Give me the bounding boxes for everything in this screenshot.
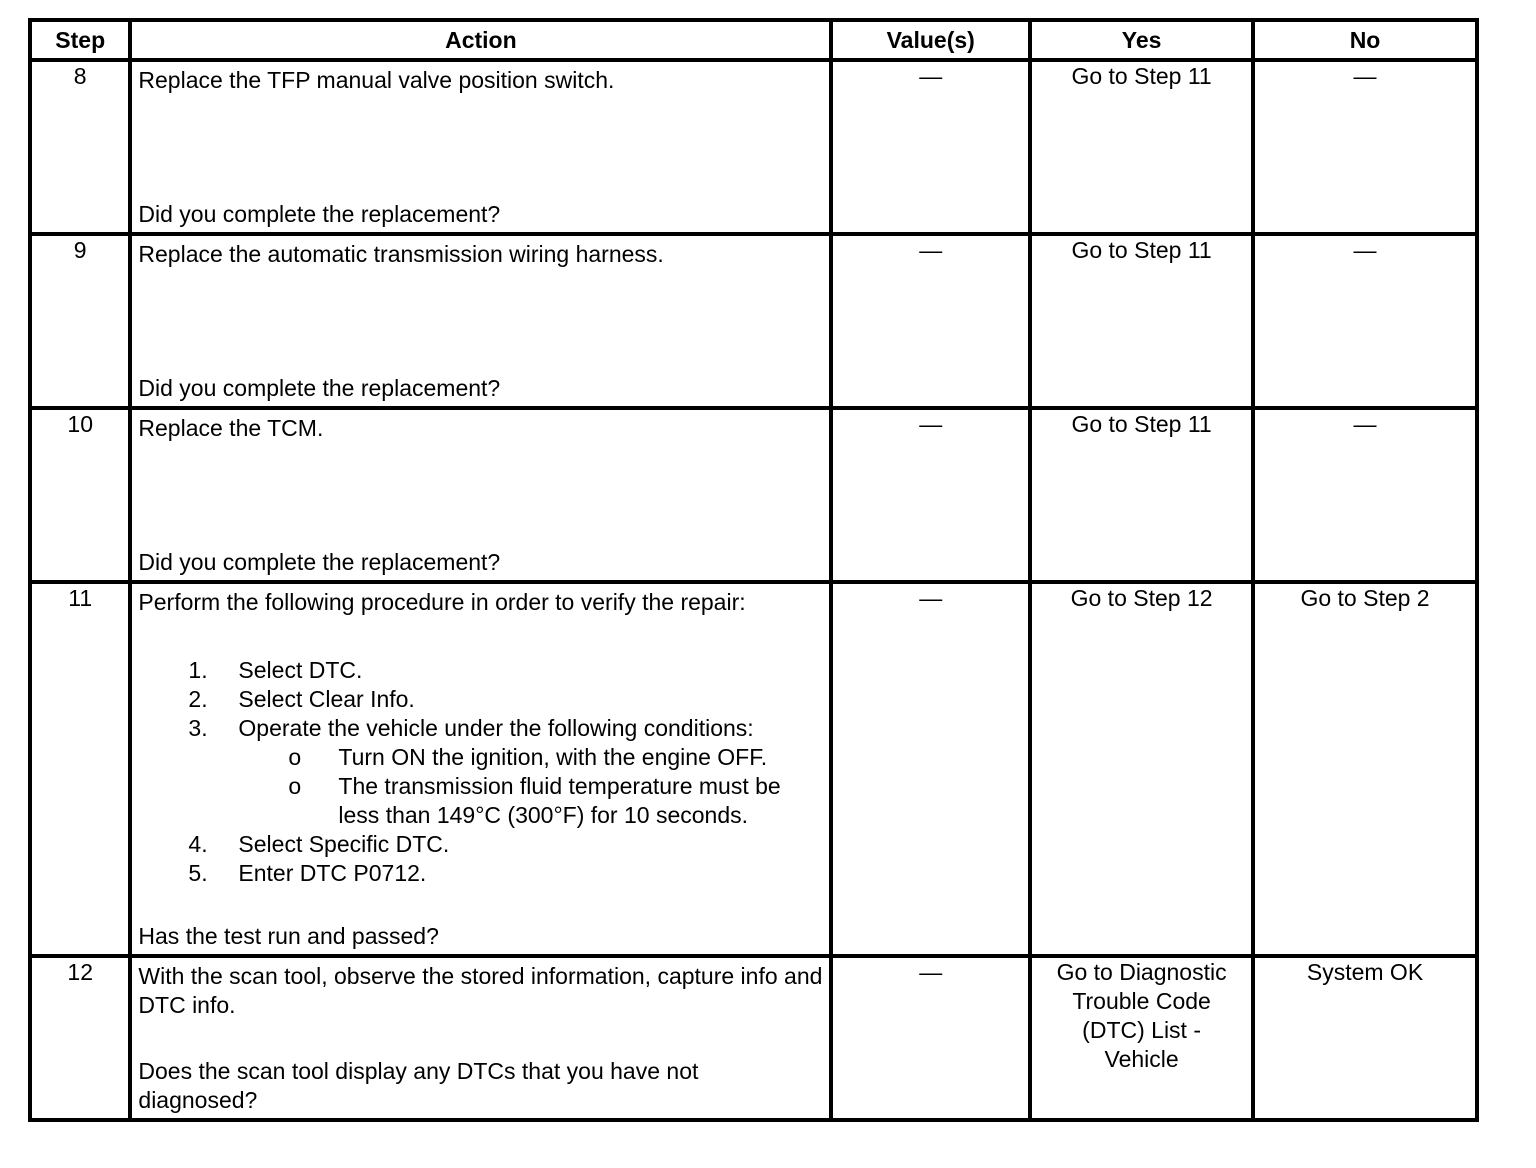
no-cell: Go to Step 2 [1253,582,1477,956]
list-item [138,859,823,888]
list-item [138,714,823,830]
action-cell [130,582,831,956]
yes-cell: Go to Diagnostic Trouble Code (DTC) List - Vehicle [1030,956,1253,1120]
action-cell [130,408,831,582]
yes-cell: Go to Step 11 [1030,234,1253,408]
list-number: 5. [188,860,208,886]
no-cell: — [1253,408,1477,582]
action-procedure [138,588,823,888]
sub-list-item [238,772,823,830]
action-text: Perform the following procedure in order to verify the repair: [138,589,746,615]
list-text: Enter DTC P0712. [238,860,427,886]
value-cell: — [831,582,1030,956]
table-row [30,234,1477,408]
header-action: Action [130,20,831,60]
value-cell: — [831,60,1030,234]
action-question: Does the scan tool display any DTCs that you have not diagnosed? [138,1058,699,1113]
step-number: 12 [30,956,130,1120]
table-row [30,60,1477,234]
bullet: o [288,744,302,770]
no-cell: System OK [1253,956,1477,1120]
action-text: Replace the TFP manual valve position switch. [138,67,615,93]
action-question: Did you complete the replacement? [138,201,501,227]
value-cell: — [831,234,1030,408]
list-item [138,656,823,685]
bullet: o [288,773,302,799]
no-cell: — [1253,60,1477,234]
action-question: Has the test run and passed? [138,923,439,949]
header-values: Value(s) [831,20,1030,60]
action-question: Did you complete the replacement? [138,549,501,575]
value-cell: — [831,956,1030,1120]
conditions-list [238,743,823,830]
step-number: 8 [30,60,130,234]
list-number: 2. [188,686,208,712]
action-text: Replace the automatic transmission wiring harness. [138,241,664,267]
header-no: No [1253,20,1477,60]
no-cell: — [1253,234,1477,408]
list-text: Operate the vehicle under the following conditions: [238,715,754,741]
header-row [30,20,1477,60]
list-text: Select DTC. [238,657,363,683]
table-row [30,408,1477,582]
action-text: Replace the TCM. [138,415,324,441]
list-number: 3. [188,715,208,741]
action-cell [130,60,831,234]
sub-list-text: Turn ON the ignition, with the engine OFF. [338,744,768,770]
list-item [138,685,823,714]
procedure-list [138,656,823,888]
list-text: Select Clear Info. [238,686,415,712]
list-number: 1. [188,657,208,683]
table-row [30,956,1477,1120]
list-number: 4. [188,831,208,857]
diagnostic-table [28,18,1479,1122]
list-text: Select Specific DTC. [238,831,450,857]
header-yes: Yes [1030,20,1253,60]
action-question: Did you complete the replacement? [138,375,501,401]
sub-list-item [238,743,823,772]
yes-cell: Go to Step 11 [1030,408,1253,582]
value-cell: — [831,408,1030,582]
action-text: With the scan tool, observe the stored information, capture info and DTC info. [138,963,823,1018]
step-number: 11 [30,582,130,956]
sub-list-text: The transmission fluid temperature must be less than 149°C (300°F) for 10 seconds. [338,773,781,828]
table-row [30,582,1477,956]
yes-cell: Go to Step 12 [1030,582,1253,956]
step-number: 9 [30,234,130,408]
action-cell [130,956,831,1120]
action-cell [130,234,831,408]
step-number: 10 [30,408,130,582]
header-step: Step [30,20,130,60]
yes-cell: Go to Step 11 [1030,60,1253,234]
list-item [138,830,823,859]
